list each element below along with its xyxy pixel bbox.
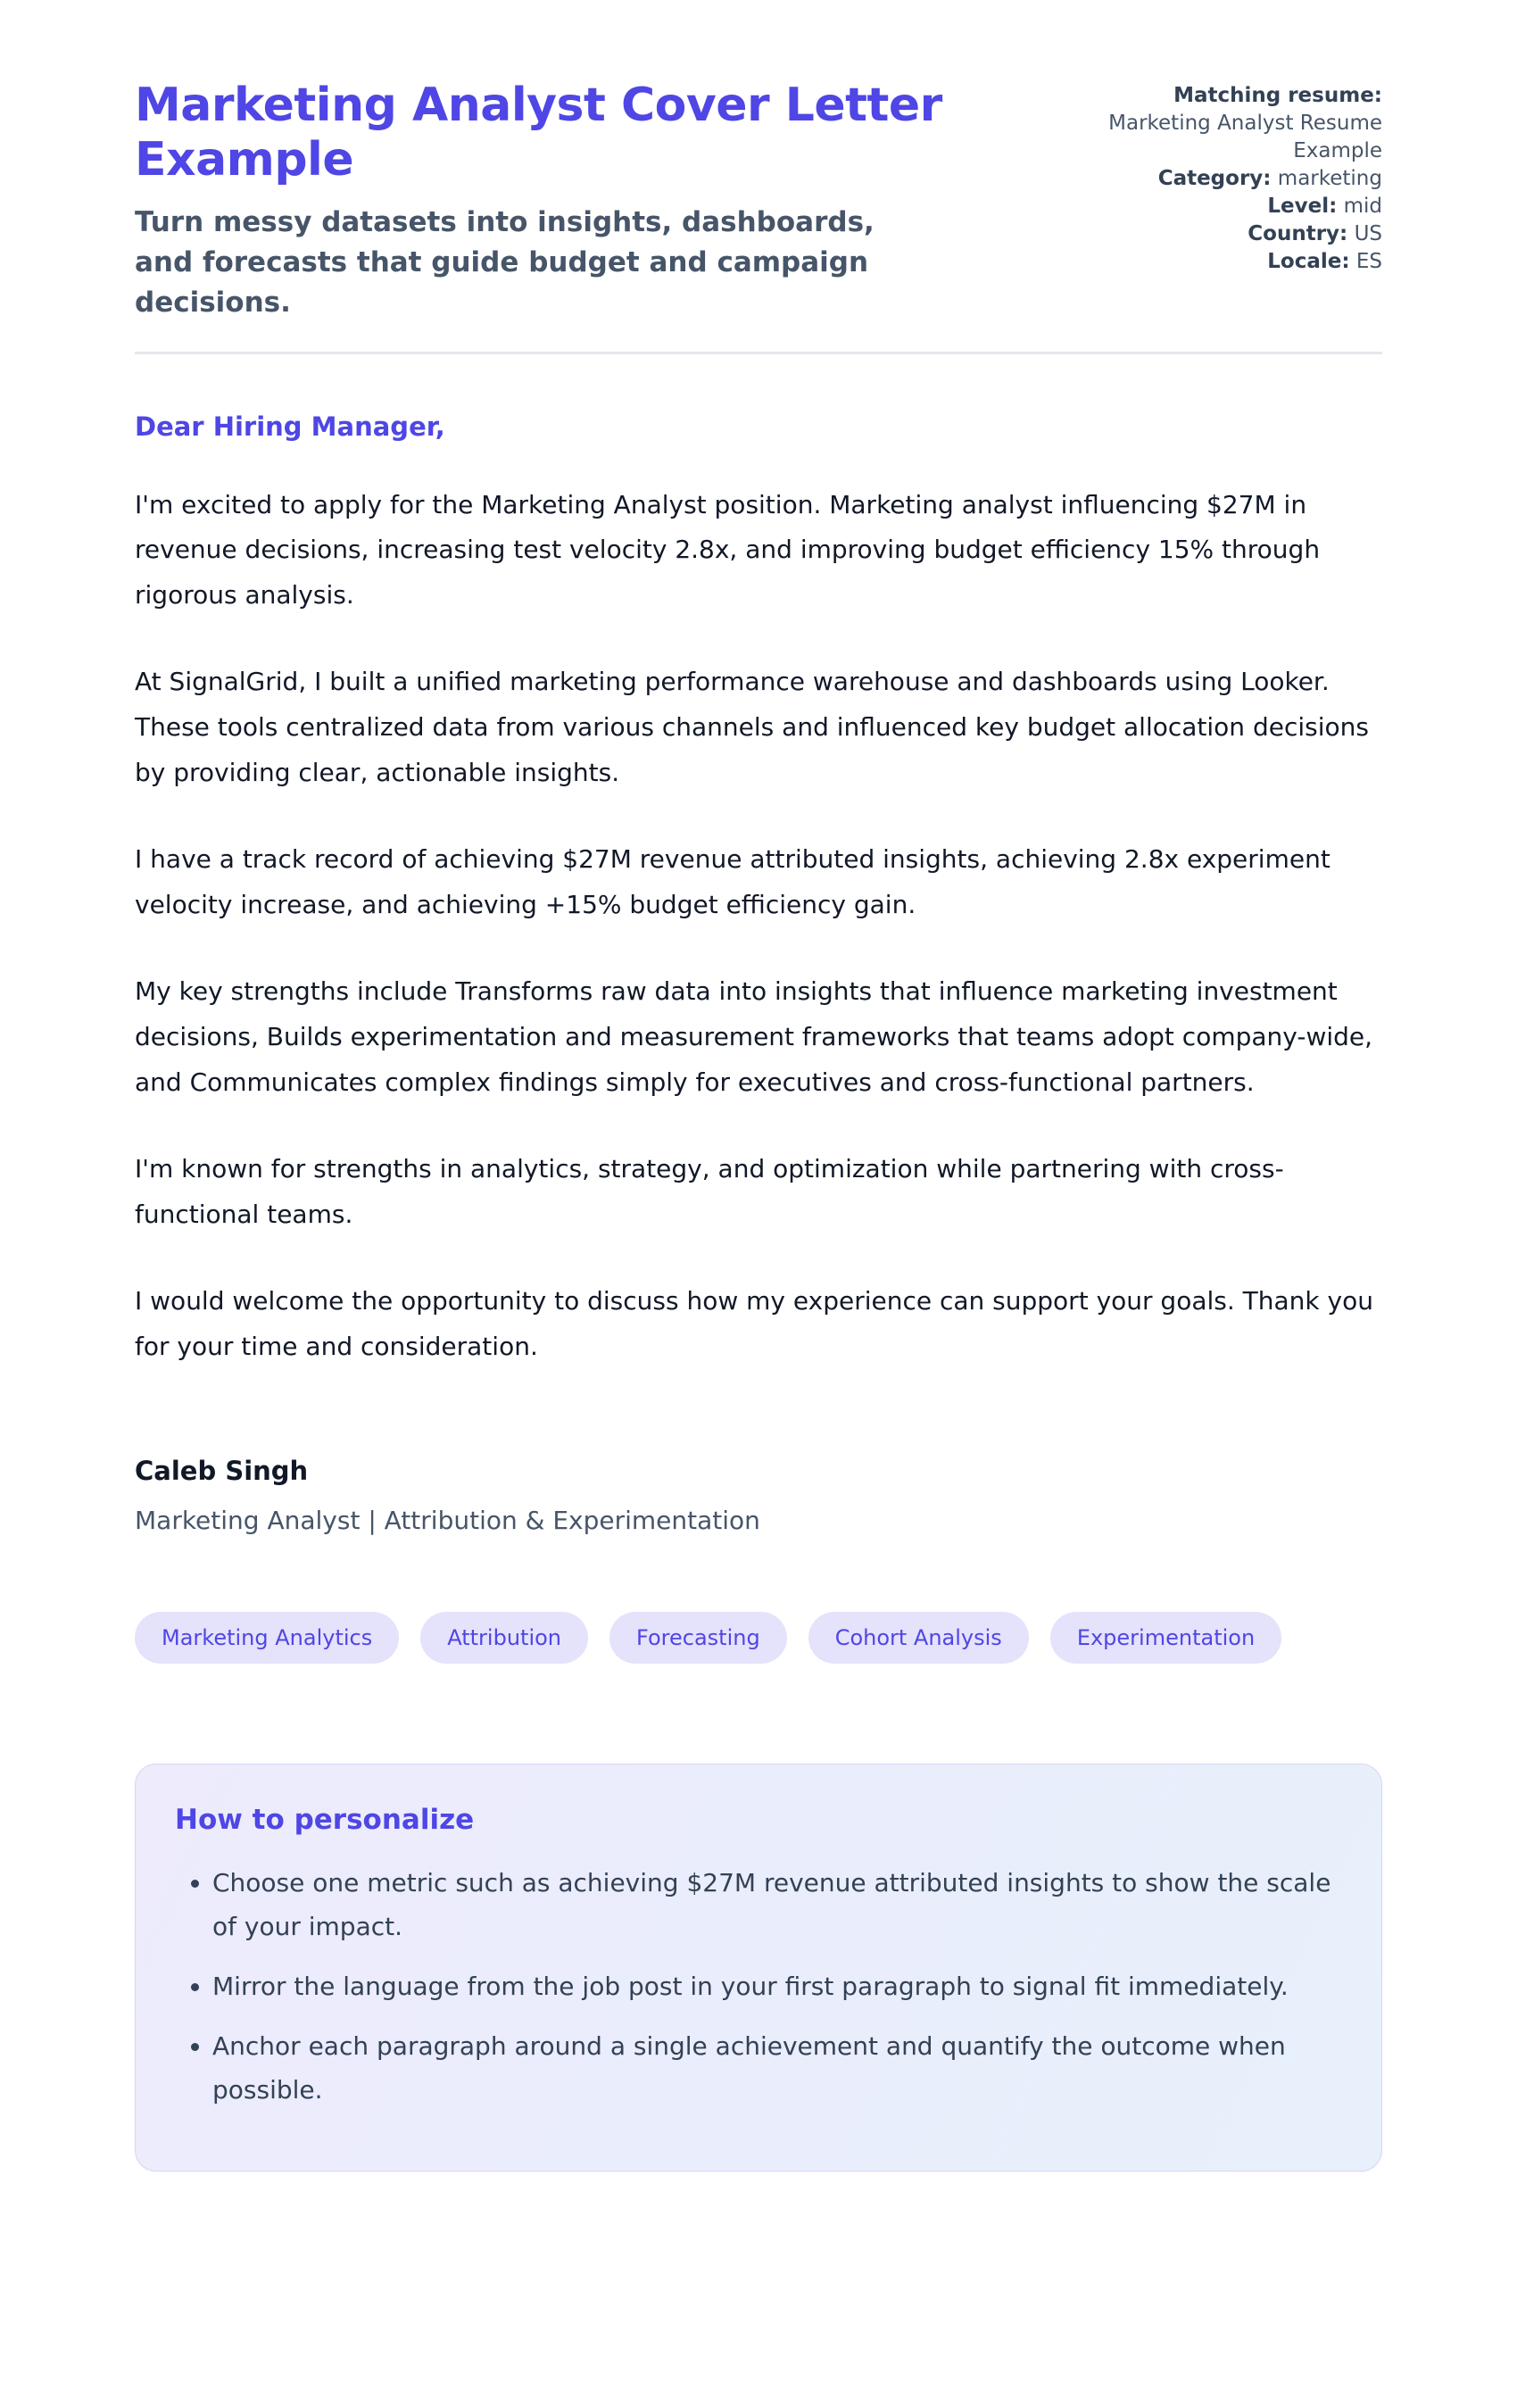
skill-tag[interactable]: Cohort Analysis bbox=[808, 1612, 1029, 1664]
personalize-tips bbox=[175, 1861, 1331, 2112]
page-header bbox=[135, 79, 1382, 323]
letter-paragraph: I have a track record of achieving $27M revenue attributed insights, achieving 2.8x experiment velocity increase, and achieving +15% budget efficiency gain. bbox=[135, 844, 1330, 920]
skill-tags bbox=[135, 1612, 1382, 1664]
skill-tag[interactable]: Forecasting bbox=[609, 1612, 787, 1664]
signature-title: Marketing Analyst | Attribution & Experimentation bbox=[135, 1505, 760, 1535]
letter-paragraph: I would welcome the opportunity to discuss how my experience can support your goals. Thank you for your time and consideration. bbox=[135, 1285, 1373, 1361]
meta-field-value: US bbox=[1354, 222, 1382, 246]
meta-field-value: ES bbox=[1355, 250, 1382, 274]
personalize-tip: • Choose one metric such as achieving $27M revenue attributed insights to show the scale of your impact. bbox=[212, 1861, 1331, 1948]
skill-tag[interactable]: Experimentation bbox=[1050, 1612, 1281, 1664]
cover-letter-page bbox=[135, 0, 1382, 2261]
meta-field bbox=[1061, 248, 1382, 276]
letter-paragraph: I'm excited to apply for the Marketing Analyst position. Marketing analyst influencing $27M in revenue decisions, increasing test velocity 2.8x, and improving budget efficiency 15% through rigorous analysis. bbox=[135, 489, 1321, 610]
personalize-tip: • Mirror the language from the job post in your first paragraph to signal fit immediately. bbox=[212, 1964, 1331, 2008]
header-divider bbox=[135, 352, 1382, 354]
letter-body bbox=[135, 411, 1382, 1535]
letter-paragraph: I'm known for strengths in analytics, strategy, and optimization while partnering with cross-functional teams. bbox=[135, 1154, 1284, 1229]
meta-field-label: Country: bbox=[1248, 222, 1348, 246]
signature-block bbox=[135, 1456, 1382, 1535]
meta-field bbox=[1061, 220, 1382, 248]
personalize-card bbox=[135, 1764, 1382, 2171]
meta-field-value: mid bbox=[1343, 195, 1382, 219]
letter-paragraph: My key strengths include Transforms raw data into insights that influence marketing investment decisions, Builds experimentation and measurement frameworks that teams adopt company-wide, and Communicates complex findings simply for executives and cross-functional partners. bbox=[135, 976, 1373, 1098]
page-subtitle: Turn messy datasets into insights, dashboards, and forecasts that guide budget and campaign decisions. bbox=[135, 205, 875, 319]
meta-field bbox=[1061, 165, 1382, 193]
resume-meta bbox=[1061, 79, 1382, 276]
meta-field bbox=[1061, 193, 1382, 220]
skill-tag[interactable]: Attribution bbox=[420, 1612, 588, 1664]
personalize-tip: • Anchor each paragraph around a single achievement and quantify the outcome when possible. bbox=[212, 2024, 1331, 2112]
meta-matching-resume-label: Matching resume: bbox=[1173, 84, 1382, 107]
page-title: Marketing Analyst Cover Letter Example bbox=[135, 79, 942, 187]
meta-field-label: Level: bbox=[1267, 195, 1338, 219]
meta-matching-resume-value: Marketing Analyst Resume Example bbox=[1108, 112, 1382, 163]
greeting: Dear Hiring Manager, bbox=[135, 411, 445, 442]
letter-paragraph: At SignalGrid, I built a unified marketing performance warehouse and dashboards using Looker. These tools centralized data from various channels and influenced key budget allocation decisions by providing clear, actionable insights. bbox=[135, 667, 1369, 788]
signature-name: Caleb Singh bbox=[135, 1455, 309, 1486]
meta-field-label: Category: bbox=[1157, 167, 1272, 191]
meta-field-value: marketing bbox=[1277, 167, 1382, 191]
meta-matching-resume bbox=[1061, 82, 1382, 165]
skill-tag[interactable]: Marketing Analytics bbox=[135, 1612, 399, 1664]
meta-field-label: Locale: bbox=[1267, 250, 1350, 274]
header-title-block bbox=[135, 79, 1027, 323]
personalize-heading: How to personalize bbox=[175, 1803, 475, 1836]
